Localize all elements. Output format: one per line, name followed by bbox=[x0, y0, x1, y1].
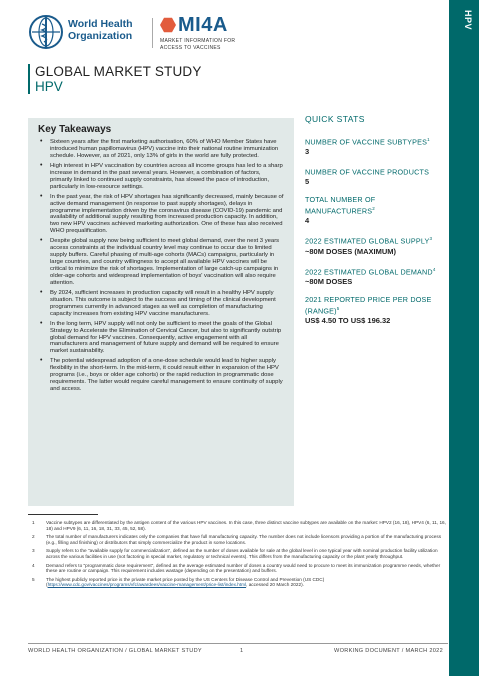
stat-label bbox=[305, 196, 445, 216]
takeaway-item: • The potential widespread adoption of a one-dose schedule would lead to higher supply flexibility in the short-term. In the mid-term, it could result either in expansion of the HPV programs (i.e., boys or older age cohorts) or the rapid reduction in programmatic dose requirements. The latter would require careful management to ensure continuity of supply and access. bbox=[38, 358, 284, 393]
footnote-text: The total number of manufacturers indicates only the companies that have full manufacturing capacity. The number does not include licensors providing a portion of the manufacturing process (e.g., filling and finishing) or distributors that simply commercialize the product in some locations. bbox=[46, 534, 442, 545]
key-takeaways-title: Key Takeaways bbox=[38, 124, 112, 135]
takeaway-item: • In the past year, the risk of HPV shortages has significantly decreased, mainly because of active demand management (in response to past supply shortages), delays in programme implementation driven by the coronavirus disease (COVID-19) pandemic and availability of additional supply resulting from increased production capacity. In addition, two new HPV vaccines achieved marketing authorization. One of these has also received WHO prequalification. bbox=[38, 194, 284, 235]
stat-footnote-ref: 5 bbox=[336, 305, 340, 311]
footnote-number: 2 bbox=[32, 534, 35, 540]
takeaway-item: • In the long term, HPV supply will not only be sufficient to meet the goals of the Global Strategy to Accelerate the Elimination of Cervical Cancer, but also to significantly outstrip global demand for HPV vaccines. Consequently, active engagement with all manufacturers and management of future supply and demand will be required to ensure market sustainability. bbox=[38, 321, 284, 356]
footnote-text: Supply refers to the "available supply for commercialization", defined as the number of doses available for sale at the global level in one typical year with nominal production facility utilization across the various facilities in use (not factoring in special market, regulatory or technical events). This differs from the manufacturing capacity or the plant yearly throughput. bbox=[46, 548, 438, 559]
footnote-text-after: , accessed 20 March 2022). bbox=[246, 582, 304, 588]
footnote-divider bbox=[28, 514, 98, 515]
stat-value: ~80M DOSES (MAXIMUM) bbox=[305, 246, 397, 256]
stat-footnote-ref: 2 bbox=[372, 206, 375, 212]
mi4a-hexagon-icon bbox=[160, 17, 176, 33]
stat-value: 5 bbox=[305, 177, 310, 187]
footnote-number: 1 bbox=[32, 520, 35, 525]
stat-footnote-ref: 3 bbox=[429, 236, 433, 242]
stat-footnote-ref: 1 bbox=[427, 137, 430, 142]
page-subtitle: HPV bbox=[35, 79, 63, 94]
takeaway-item: • Sixteen years after the first marketing authorisation, 60% of WHO Member States have introduced human papillomavirus (HPV) vaccine into their national routine immunization schedule. However, as of 2021, only 13% of girls in the world are fully protected. bbox=[38, 139, 284, 160]
mi4a-subtitle-1: MARKET INFORMATION FOR bbox=[160, 38, 236, 44]
side-bar bbox=[449, 0, 479, 676]
footer-right: WORKING DOCUMENT / MARCH 2022 bbox=[334, 648, 443, 654]
stat-label-text: NUMBER OF VACCINE SUBTYPES bbox=[305, 137, 428, 147]
mi4a-brand-text: MI4A bbox=[178, 14, 228, 36]
stat-label-text: 2022 ESTIMATED GLOBAL DEMAND bbox=[305, 266, 433, 276]
footnotes bbox=[28, 520, 448, 591]
footnote-item bbox=[28, 577, 448, 588]
stat-value: 3 bbox=[305, 147, 310, 157]
footnote-number: 4 bbox=[32, 562, 35, 568]
takeaway-item: • High interest in HPV vaccination by countries across all income groups has led to a sharp increase in demand in the past several years. However, a combination of factors, primarily linked to continued supply constraints, has slowed the pace of introduction, particularly in low-resource settings. bbox=[38, 163, 284, 191]
stat-value: ~80M DOSES bbox=[305, 276, 353, 286]
title-block bbox=[28, 64, 202, 94]
footnote-item bbox=[28, 548, 448, 559]
stat-value: 4 bbox=[305, 216, 310, 226]
stat-label bbox=[305, 296, 445, 316]
header bbox=[28, 14, 448, 56]
header-divider bbox=[152, 18, 153, 48]
stat-label bbox=[305, 266, 445, 277]
footer-left: WORLD HEALTH ORGANIZATION / GLOBAL MARKET STUDY bbox=[28, 648, 202, 654]
footnote-text: Vaccine subtypes are differentiated by the antigen content of the various HPV vaccines. In this case, three distinct vaccine subtypes are available on the market: HPV2 (16, 18), HPV4 (6, 11, 16, 18) and HPV9 (6, 11, 16, 18, 31, 33, 45, 52, 58). bbox=[46, 520, 446, 531]
key-takeaways-list bbox=[38, 139, 284, 393]
footnote-item bbox=[28, 520, 448, 531]
footnote-item bbox=[28, 534, 448, 545]
stat-label-text: 2022 ESTIMATED GLOBAL SUPPLY bbox=[305, 236, 430, 246]
footnote-text: The highest publicly reported price is the private market price posted by the US Centers for Disease Control and Prevention (US CDC) ( bbox=[46, 576, 325, 588]
quick-stats-title: QUICK STATS bbox=[305, 114, 365, 124]
cdc-price-list-link[interactable]: https://www.cdc.gov/vaccines/programs/vfc/awardees/vaccine-management/price-list/index.html bbox=[47, 582, 247, 588]
mi4a-brand bbox=[160, 14, 235, 37]
stat-footnote-ref: 4 bbox=[432, 266, 436, 272]
mi4a-logo bbox=[160, 14, 235, 51]
stat-label-text: NUMBER OF VACCINE PRODUCTS bbox=[305, 167, 430, 177]
quick-stats bbox=[305, 114, 445, 335]
footnote-text: Demand refers to "programmatic dose requirement", defined as the average estimated number of doses a country would need to procure to meet its immunization programme needs, whether these are routine or campaign. This requirement includes wastage (depending on the presentation) and buffers. bbox=[46, 562, 441, 574]
stat-label bbox=[305, 166, 445, 177]
stat-label bbox=[305, 235, 445, 246]
takeaway-item: • By 2024, sufficient increases in production capacity will result in a healthy HPV supply situation. This outcome is subject to the success and timing of the clinical development programmes currently in advanced stages as well as completion of manufacturing capacity increases from existing HPV vaccine manufacturers. bbox=[38, 290, 284, 318]
who-emblem-icon bbox=[28, 14, 64, 50]
footnote-number: 5 bbox=[32, 576, 35, 582]
stat-label-text: TOTAL NUMBER OF MANUFACTURERS bbox=[305, 195, 376, 216]
who-wordmark bbox=[68, 18, 133, 42]
page-number: 1 bbox=[240, 648, 244, 654]
footnote-item bbox=[28, 563, 448, 574]
who-line-1: World Health bbox=[68, 18, 133, 30]
side-label: HPV bbox=[463, 10, 473, 31]
mi4a-subtitle-2: ACCESS TO VACCINES bbox=[160, 45, 221, 51]
key-takeaways-box bbox=[28, 118, 294, 506]
stat-label-text: 2021 REPORTED PRICE PER DOSE (RANGE) bbox=[305, 294, 432, 315]
who-line-2: Organization bbox=[68, 30, 133, 42]
footnote-number: 3 bbox=[32, 548, 35, 554]
stat-value: US$ 4.50 TO US$ 196.32 bbox=[305, 315, 391, 325]
footer-divider bbox=[28, 643, 448, 644]
takeaway-item: • Despite global supply now being sufficient to meet global demand, over the next 3 years access constraints at the individual country level may continue to occur due to limited supply buffers. Careful phasing of multi-age cohorts (MACs) campaigns, particularly in large countries, and country willingness to accept all available HPV vaccines will be critical to minimize the risk of shortages. Implementation of large catch-up campaigns in older-age cohorts and widespread implementation of boys' vaccination will also require attention. bbox=[38, 238, 284, 286]
stat-label bbox=[305, 136, 445, 147]
page-title: GLOBAL MARKET STUDY bbox=[35, 64, 202, 79]
